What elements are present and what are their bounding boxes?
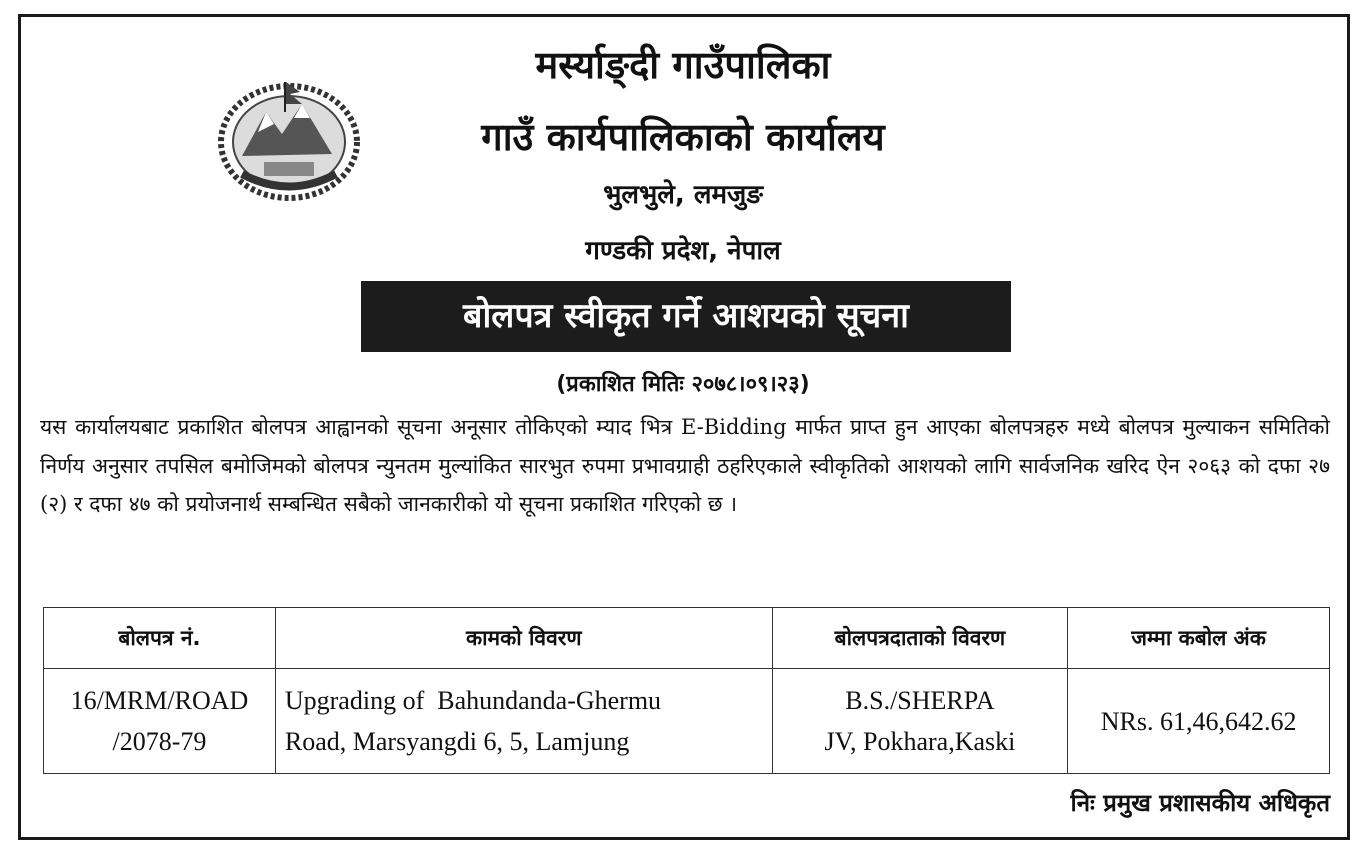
amount-cell: NRs. 61,46,642.62 <box>1068 669 1330 774</box>
work-line1: Upgrading of Bahundanda-Ghermu <box>284 686 662 715</box>
office-location: भुलभुले, लमजुङ <box>603 180 763 210</box>
province-name: गण्डकी प्रदेश, नेपाल <box>585 236 781 266</box>
published-date: (प्रकाशित मितिः २०७८।०९।२३) <box>556 372 810 397</box>
bidder-line1: B.S./SHERPA <box>845 686 995 715</box>
work-line2: Road, Marsyangdi 6, 5, Lamjung <box>284 727 630 756</box>
header-bid-number: बोलपत्र नं. <box>44 608 276 669</box>
bidder-line2: JV, Pokhara,Kaski <box>824 727 1016 756</box>
header-bidder-details: बोलपत्रदाताको विवरण <box>772 608 1068 669</box>
signature-line: निः प्रमुख प्रशासकीय अधिकृत <box>1070 789 1330 817</box>
work-description-cell <box>275 669 772 774</box>
table-row <box>44 669 1330 774</box>
office-name: गाउँ कार्यपालिकाको कार्यालय <box>481 115 885 159</box>
bidder-cell <box>772 669 1068 774</box>
bid-number-line2: /2078-79 <box>112 727 207 756</box>
notice-title: बोलपत्र स्वीकृत गर्ने आशयको सूचना <box>361 281 1011 352</box>
municipality-name: मर्स्याङ्दी गाउँपालिका <box>535 43 831 87</box>
header-work-description: कामको विवरण <box>275 608 772 669</box>
notice-body: यस कार्यालयबाट प्रकाशित बोलपत्र आह्वानको सूचना अनूसार तोकिएको म्याद भित्र E-Bidding मार्फत प्राप्त हुन आएका बोलपत्रहरु मध्ये बोलपत्र मुल्याकन समितिको निर्णय अनुसार तपसिल बमोजिमको बोलपत्र न्युनतम मुल्यांकित सारभुत रुपमा प्रभावग्राही ठहरिएकाले स्वीकृतिको आशयको लागि सार्वजनिक खरिद ऐन २०६३ को दफा २७ (२) र दफा ४७ को प्रयोजनार्थ सम्बन्धित सबैको जानकारीको यो सूचना प्रकाशित गरिएको छ । <box>40 415 1330 516</box>
bid-number-line1: 16/MRM/ROAD <box>70 686 249 715</box>
header-total-amount: जम्मा कबोल अंक <box>1068 608 1330 669</box>
bid-number-cell <box>44 669 276 774</box>
table-header-row <box>44 608 1330 669</box>
bid-table <box>43 607 1330 774</box>
